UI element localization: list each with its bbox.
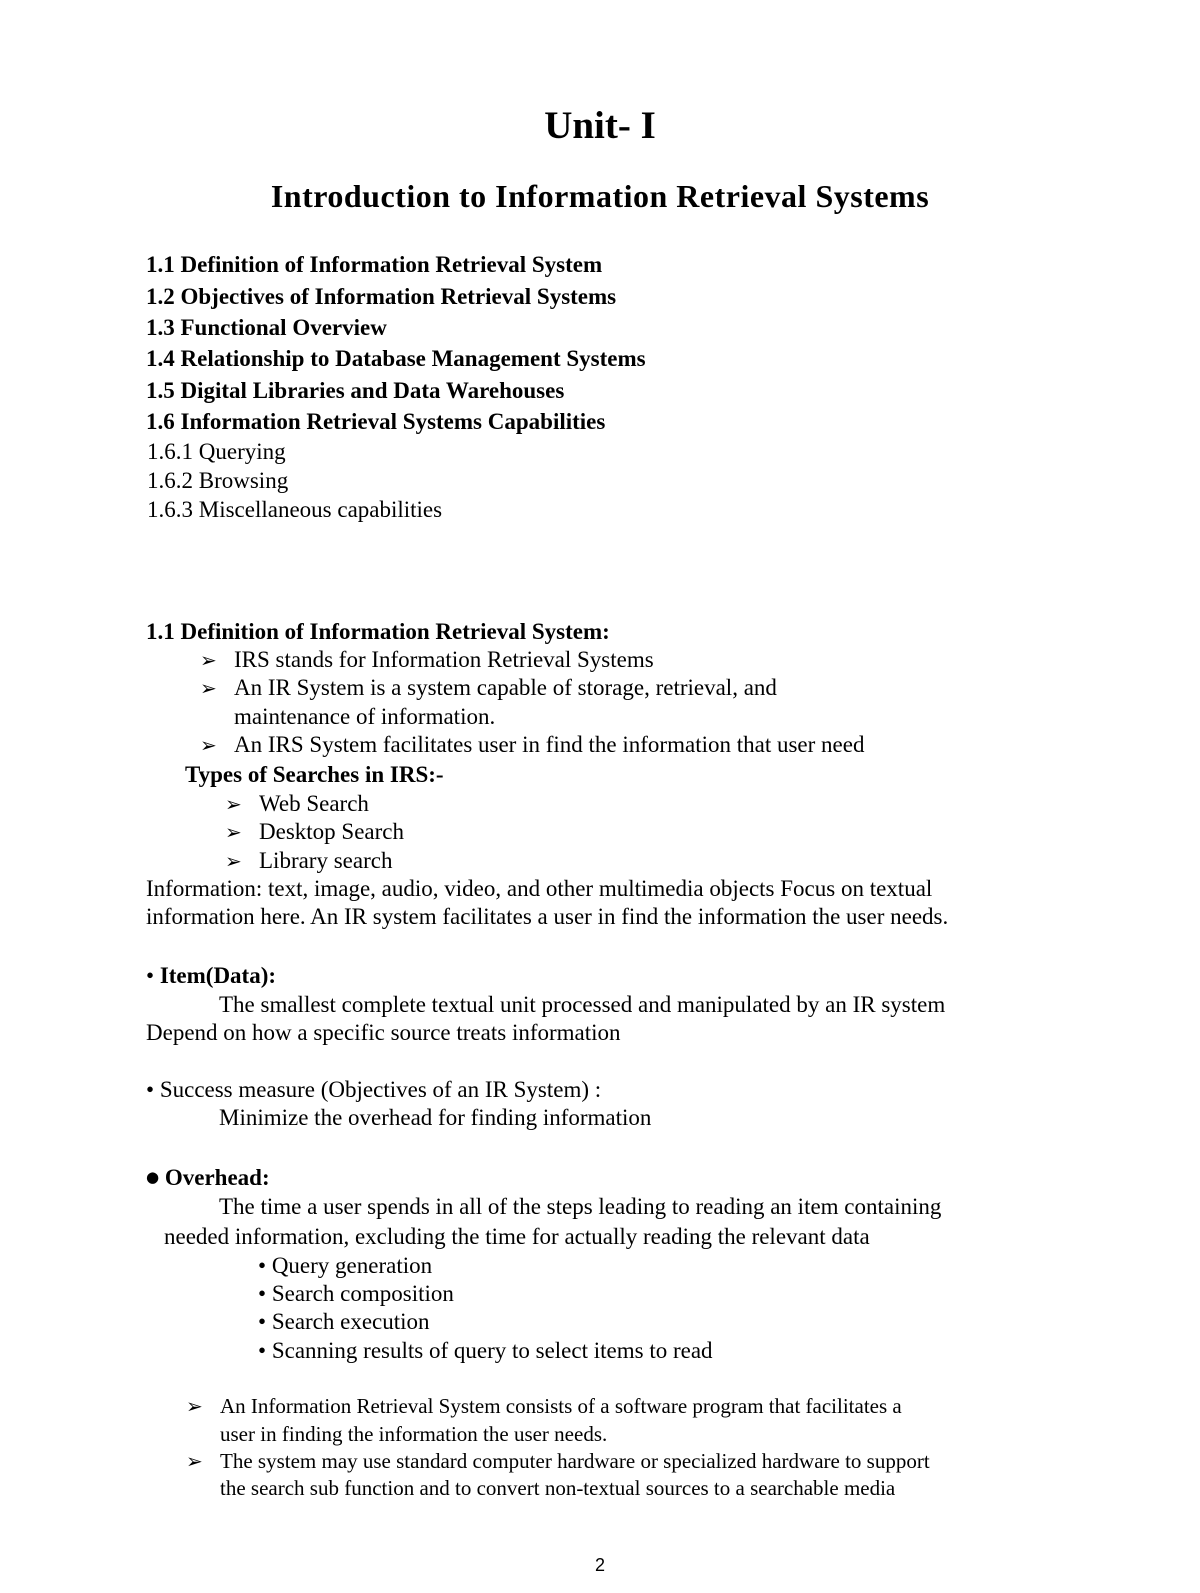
step-item: • Search execution <box>258 1309 430 1334</box>
dot-bullet-icon: • <box>258 1281 267 1306</box>
dot-bullet-icon: • <box>258 1338 267 1363</box>
circle-bullet-icon: ● <box>146 1168 160 1186</box>
toc-item: 1.6 Information Retrieval Systems Capabilities <box>146 409 606 434</box>
paragraph-line: Information: text, image, audio, video, and other multimedia objects Focus on textual <box>146 876 933 901</box>
page-number: 2 <box>594 1555 605 1575</box>
unit-title: Unit- I <box>544 104 656 147</box>
arrow-bullet-icon: ➢ <box>186 1449 203 1473</box>
type-item: ➢ Web Search <box>225 791 369 816</box>
dot-bullet-icon: • <box>258 1309 267 1334</box>
dot-bullet-icon: • <box>146 1077 155 1102</box>
toc-subitem: 1.6.2 Browsing <box>147 468 289 493</box>
step-item: • Search composition <box>258 1281 454 1306</box>
paragraph-line: information here. An IR system facilitates a user in find the information the user needs. <box>146 904 949 929</box>
bullet-continuation: maintenance of information. <box>234 704 496 729</box>
bullet-text: An IR System is a system capable of storage, retrieval, and <box>234 675 777 700</box>
toc-item: 1.2 Objectives of Information Retrieval Systems <box>146 284 617 309</box>
paragraph-line: Depend on how a specific source treats information <box>146 1020 621 1045</box>
bullet-text: An IRS System facilitates user in find the information that user need <box>234 732 865 757</box>
success-heading: • Success measure (Objectives of an IR System) : <box>146 1077 602 1102</box>
paragraph-line: The smallest complete textual unit processed and manipulated by an IR system <box>219 992 946 1017</box>
step-item: • Query generation <box>258 1253 433 1278</box>
paragraph-line: The time a user spends in all of the steps leading to reading an item containing <box>219 1194 942 1219</box>
type-item: ➢ Library search <box>225 848 393 873</box>
paragraph-line: Minimize the overhead for finding information <box>219 1105 652 1130</box>
toc-subitem: 1.6.3 Miscellaneous capabilities <box>147 497 443 522</box>
toc-item: 1.4 Relationship to Database Management Systems <box>146 346 646 371</box>
paragraph-line: needed information, excluding the time for actually reading the relevant data <box>164 1224 870 1249</box>
toc-subitem: 1.6.1 Querying <box>147 439 286 464</box>
bullet-item <box>200 733 864 756</box>
item-heading: • Item(Data): <box>146 963 277 988</box>
arrow-bullet-icon: ➢ <box>186 1394 203 1418</box>
overhead-heading: ● Overhead: <box>146 1165 270 1190</box>
page-title: Introduction to Information Retrieval Systems <box>270 178 930 214</box>
arrow-bullet-icon: ➢ <box>200 676 217 700</box>
bullet-text: IRS stands for Information Retrieval Systems <box>234 647 654 672</box>
arrow-bullet-icon: ➢ <box>225 849 242 873</box>
bullet-continuation: user in finding the information the user needs. <box>220 1422 608 1446</box>
toc-item: 1.3 Functional Overview <box>146 315 387 340</box>
toc-item: 1.5 Digital Libraries and Data Warehouses <box>146 378 565 403</box>
bullet-continuation: the search sub function and to convert non-textual sources to a searchable media <box>220 1476 896 1500</box>
bullet-item: ➢ An Information Retrieval System consists of a software program that facilitates a <box>186 1394 902 1418</box>
types-heading: Types of Searches in IRS:- <box>185 762 444 787</box>
bullet-item <box>200 648 654 671</box>
step-item: • Scanning results of query to select items to read <box>258 1338 713 1363</box>
dot-bullet-icon: • <box>146 963 155 988</box>
type-item: ➢ Desktop Search <box>225 819 404 844</box>
arrow-bullet-icon: ➢ <box>225 820 242 844</box>
dot-bullet-icon: • <box>258 1253 267 1278</box>
toc-item: 1.1 Definition of Information Retrieval System <box>146 252 603 277</box>
section-heading: 1.1 Definition of Information Retrieval System: <box>146 619 610 644</box>
bullet-item: ➢ The system may use standard computer hardware or specialized hardware to support <box>186 1449 930 1473</box>
arrow-bullet-icon: ➢ <box>200 648 217 672</box>
arrow-bullet-icon: ➢ <box>225 792 242 816</box>
arrow-bullet-icon: ➢ <box>200 733 217 757</box>
bullet-item <box>200 676 777 699</box>
